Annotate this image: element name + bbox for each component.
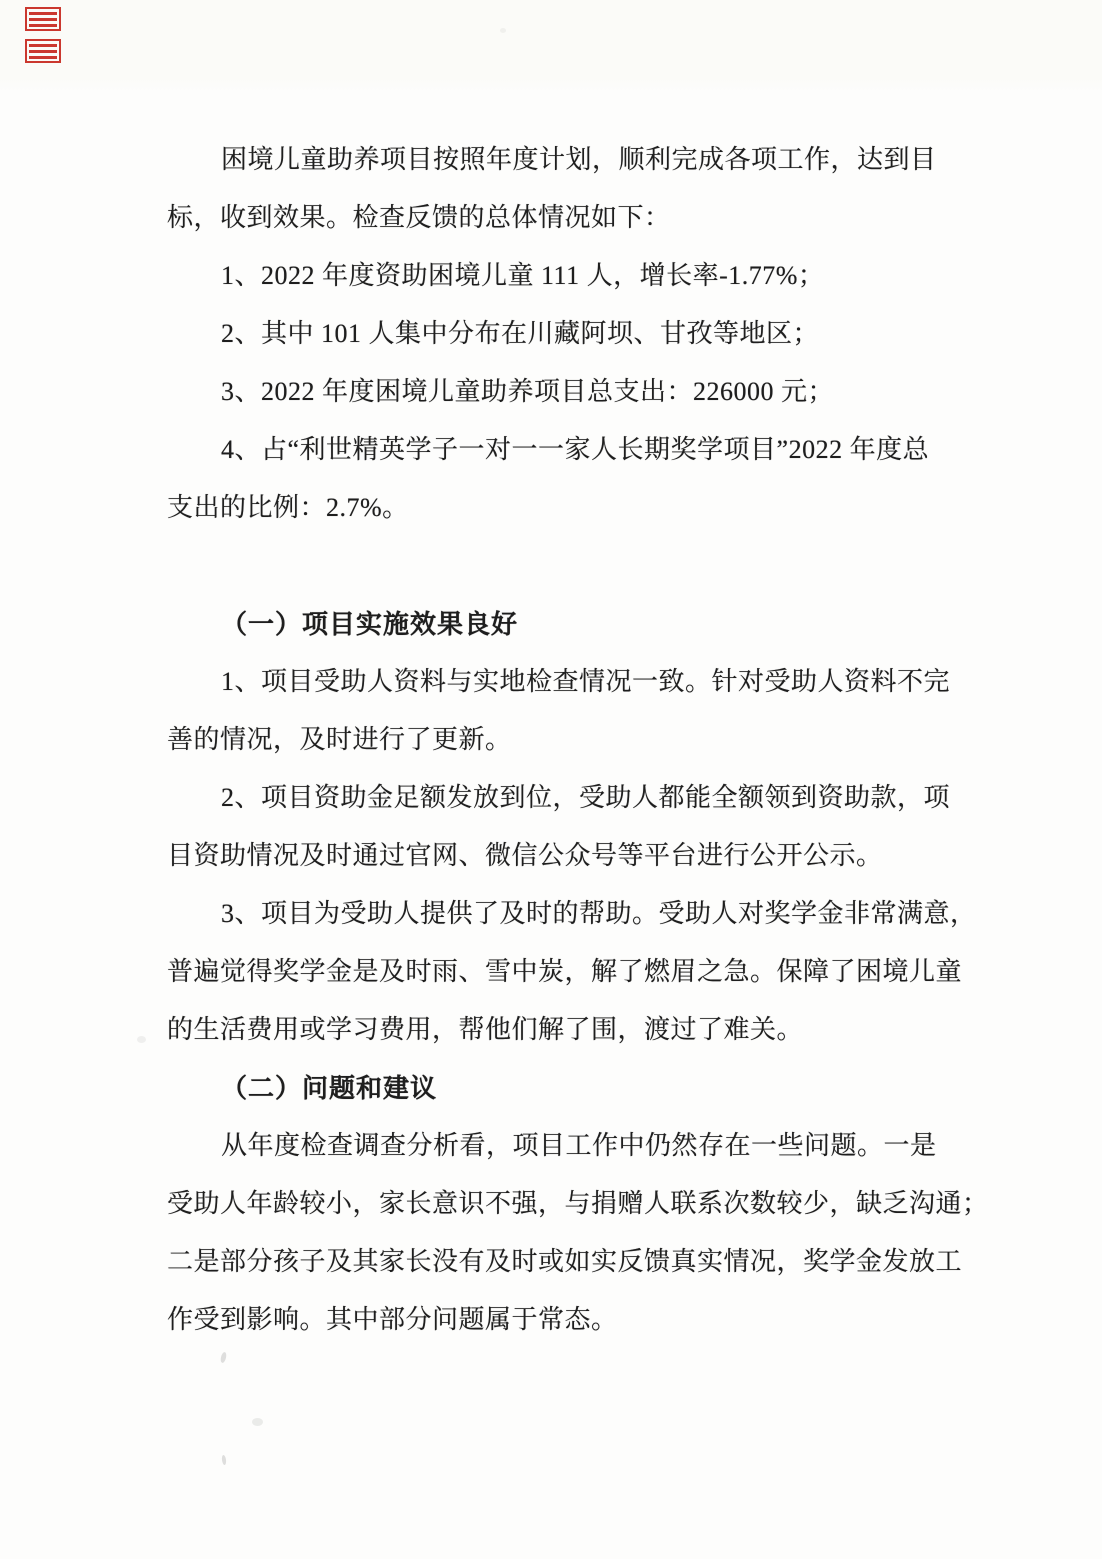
red-stamp-strokes — [25, 39, 61, 63]
scan-speck — [137, 1036, 146, 1043]
scan-speck — [500, 28, 506, 33]
list-item-line: 1、项目受助人资料与实地检查情况一致。针对受助人资料不完 — [221, 667, 951, 696]
list-item-line: 1、2022 年度资助困境儿童 111 人，增长率-1.77%； — [221, 261, 825, 290]
paragraph-line: 作受到影响。其中部分问题属于常态。 — [167, 1305, 618, 1334]
scan-speck — [220, 1352, 228, 1364]
paragraph-line: 普遍觉得奖学金是及时雨、雪中炭，解了燃眉之急。保障了困境儿童 — [167, 957, 963, 986]
list-item-line: 3、项目为受助人提供了及时的帮助。受助人对奖学金非常满意， — [221, 899, 977, 928]
red-stamp-fragment-bottom — [25, 39, 61, 63]
list-item-line: 2、项目资助金足额发放到位，受助人都能全额领到资助款，项 — [221, 783, 951, 812]
paragraph-line: 从年度检查调查分析看，项目工作中仍然存在一些问题。一是 — [221, 1131, 937, 1160]
paragraph-line: 受助人年龄较小，家长意识不强，与捐赠人联系次数较少，缺乏沟通； — [167, 1189, 989, 1218]
paragraph-line: 善的情况，及时进行了更新。 — [167, 725, 512, 754]
section-heading-2: （二）问题和建议 — [221, 1073, 438, 1103]
document-text-block — [167, 131, 989, 1349]
scan-speck — [221, 1455, 226, 1465]
list-item-line: 4、占“利世精英学子一对一一家人长期奖学项目”2022 年度总 — [221, 435, 930, 464]
scan-speck — [252, 1418, 263, 1426]
paragraph-line: 目资助情况及时通过官网、微信公众号等平台进行公开公示。 — [167, 841, 883, 870]
red-stamp-fragment-top — [25, 7, 61, 31]
paragraph-line: 的生活费用或学习费用，帮他们解了围，渡过了难关。 — [167, 1015, 804, 1044]
red-stamp-strokes — [25, 7, 61, 31]
paragraph-line: 二是部分孩子及其家长没有及时或如实反馈真实情况，奖学金发放工 — [167, 1247, 963, 1276]
paragraph-line: 标，收到效果。检查反馈的总体情况如下： — [167, 203, 671, 232]
paragraph-line: 支出的比例：2.7%。 — [167, 493, 409, 522]
list-item-line: 2、其中 101 人集中分布在川藏阿坝、甘孜等地区； — [221, 319, 820, 348]
blank-line — [167, 537, 957, 595]
section-heading-1: （一）项目实施效果良好 — [221, 609, 519, 639]
paragraph-line: 困境儿童助养项目按照年度计划，顺利完成各项工作，达到目 — [221, 145, 937, 174]
list-item-line: 3、2022 年度困境儿童助养项目总支出：226000 元； — [221, 377, 835, 406]
